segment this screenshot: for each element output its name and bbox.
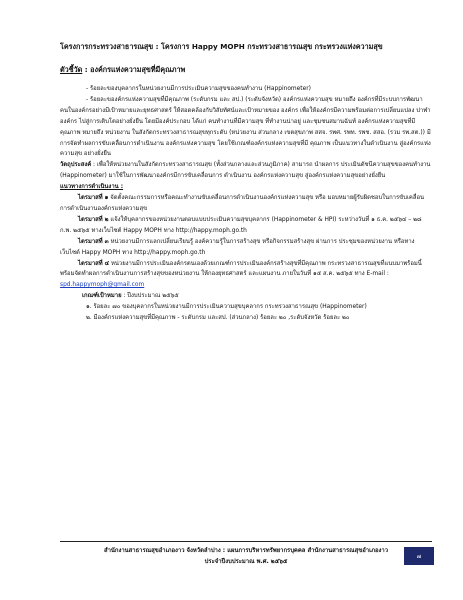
guideline-heading: แนวทางการดำเนินงาน : (60, 184, 124, 191)
target-text: : ปีงบประมาณ ๒๕๖๕ (121, 293, 179, 300)
objective-text: : เพื่อให้หน่วยงานในสังกัดกระทรวงสาธารณสุข (ทั้งส่วนกลางและส่วนภูมิภาค) สามารถ นำผลการ ประเมินดัชนีความสุขของคนทำงาน (Happinometer) มาใช้ในการพัฒนาองค์กรมีการขับเคลื่อนการ ดำเนินงาน องค์กรแห่งความสุข สู่องค์กรแห่งความสุขอย่างยั่งยืน (60, 162, 431, 180)
email-link[interactable]: spd.happymoph@gmail.com (60, 282, 145, 289)
page-number-badge: ๗ (404, 547, 434, 565)
quarter-text: หน่วยงานมีการแลกเปลี่ยนเรียนรู้ องค์ความรู้ในการสร้างสุข หรือกิจกรรมสร้างสุข ผ่านการ ประชุมของหน่วยงาน หรือทางเว็บไซต์ Happy MOPH ทาง http://happy.moph.go.th (60, 238, 415, 256)
quarter-label: ไตรมาสที่ ๓ (78, 238, 109, 245)
target-label: เกณฑ์เป้าหมาย (82, 293, 122, 300)
indicator-label: ตัวชี้วัด (60, 65, 83, 74)
footer-divider (60, 541, 432, 542)
objective-paragraph (60, 160, 432, 182)
project-title: โครงการกระทรวงสาธารณสุข : โครงการ Happy MOPH กระทรวงสาธารณสุข กระทรวงแห่งความสุข (60, 42, 383, 51)
indicator-heading (60, 65, 185, 76)
indicator-text: : องค์กรแห่งความสุขที่มีคุณภาพ (82, 65, 186, 74)
target-item: ๑. ร้อยละ ๗๐ ของบุคลากรในหน่วยงานมีการประเมินความสุขบุคลากร กระทรวงสาธารณสุข (Happinometer) (86, 304, 367, 311)
quarter-text: หน่วยงานมีการประเมินองค์กรตนเองด้วยเกณฑ์การประเมินองค์กรสร้างสุขที่มีคุณภาพ กระทรวงสาธารณสุขที่แนบมาพร้อมนี้ พร้อมจัดทำผลการดำเนินงานการสร้างสุขของหน่วยงาน ให้กองยุทธศาสตร์ และแผนงาน ภายในวันที่ ๑๕ ส.ค. ๒๕๖๕ ทาง E-mail : (60, 260, 422, 278)
quarter-label: ไตรมาสที่ ๔ (78, 260, 110, 267)
footer-line-1: สำนักงานสาธารณสุขอำเภองาว จังหวัดลำปาง : แผนการบริหารทรัพยากรบุคคล สำนักงานสาธารณสุขอำเภองาว (103, 548, 389, 554)
quarter-paragraph (60, 259, 432, 292)
document-body (60, 84, 432, 324)
definition-paragraph: - ร้อยละของค์กรแห่งความสุขที่มีคุณภาพ (ระดับกรม และ สป.) (ระดับจังหวัด) องค์กรแห่งความสุข หมายถึง องค์กรที่มีระบบการพัฒนาคนในองค์กรอย่างมีเป้าหมายและยุทธศาสตร์ ให้สอดคล้องกับวิสัยทัศน์และเป้าหมายของ องค์กร เพื่อให้องค์กรมีความพร้อมต่อการเปลี่ยนแปลง ปาฬาองค์กร ไปสู่การเติบโตอย่างยั่งยืน โดยมีองค์ประกอบ ได้แก่ คนทำงานที่มีความสุข ที่ทำงานน่าอยู่ และชุมชนสมานฉันท์ องค์กรแห่งความสุขที่มีคุณภาพ หมายถึง หน่วยงาน ในสังกัดกระทรวงสาธารณสุขทุกระดับ (หน่วยงาน ส่วนกลาง เขตสุขภาพ สสจ. รพศ. รพท. รพช. สสอ. (รวม รพ.สต.)) มีการจัดทำผลการขับเคลื่อนการดำเนินงาน องค์กรแห่งความสุข โดยใช้เกณฑ์องค์กรแห่งความสุขที่มี คุณภาพ เป็นแนวทางในดำเนินงาน สู่องค์กรแห่งความสุข อย่างยั่งยืน (60, 96, 431, 158)
footer-line-2: ประจำปีงบประมาณ พ.ศ. ๒๕๖๕ (204, 558, 288, 565)
quarter-text: จัดตั้งคณะกรรมการหรือคณะทำงานขับเคลื่อนการดำเนินงานองค์กรแห่งความสุข หรือ มอบหมายผู้รับผิดชอบในการขับเคลื่อนการดำเนินงานองค์กรแห่งความสุข (60, 195, 425, 212)
target-paragraph (60, 291, 432, 302)
target-item: ๒. มีองค์กรแห่งความสุขที่มีคุณภาพ - ระดับกรม และสป. (ส่วนกลาง) ร้อยละ ๒๐ ,ระดับจังหวัด ร้อยละ ๒๐ (86, 315, 350, 322)
quarter-paragraph (60, 193, 432, 215)
quarter-text: แจ้งให้บุคลากรของหน่วยงานตอบแบบประเมินความสุขบุคลากร (Happinometer & HPI) ระหว่างวันที่ ๑ ธ.ค. ๒๕๖๔ – ๒๘ ก.พ. ๒๕๖๕ ทางเว็บไซต์ Happy MOPH ทาง http://happy.moph.go.th (60, 216, 422, 234)
page-footer (60, 546, 432, 567)
objective-label: วัตถุประสงค์ (60, 162, 92, 169)
quarter-label: ไตรมาสที่ ๑ (78, 195, 109, 202)
quarter-paragraph (60, 237, 432, 259)
quarter-paragraph (60, 215, 432, 237)
definition-paragraph: - ร้อยละของบุคลากรในหน่วยงานมีการประเมินความสุขของคนทำงาน (Happinometer) (86, 86, 311, 92)
quarter-label: ไตรมาสที่ ๒ (78, 216, 109, 223)
